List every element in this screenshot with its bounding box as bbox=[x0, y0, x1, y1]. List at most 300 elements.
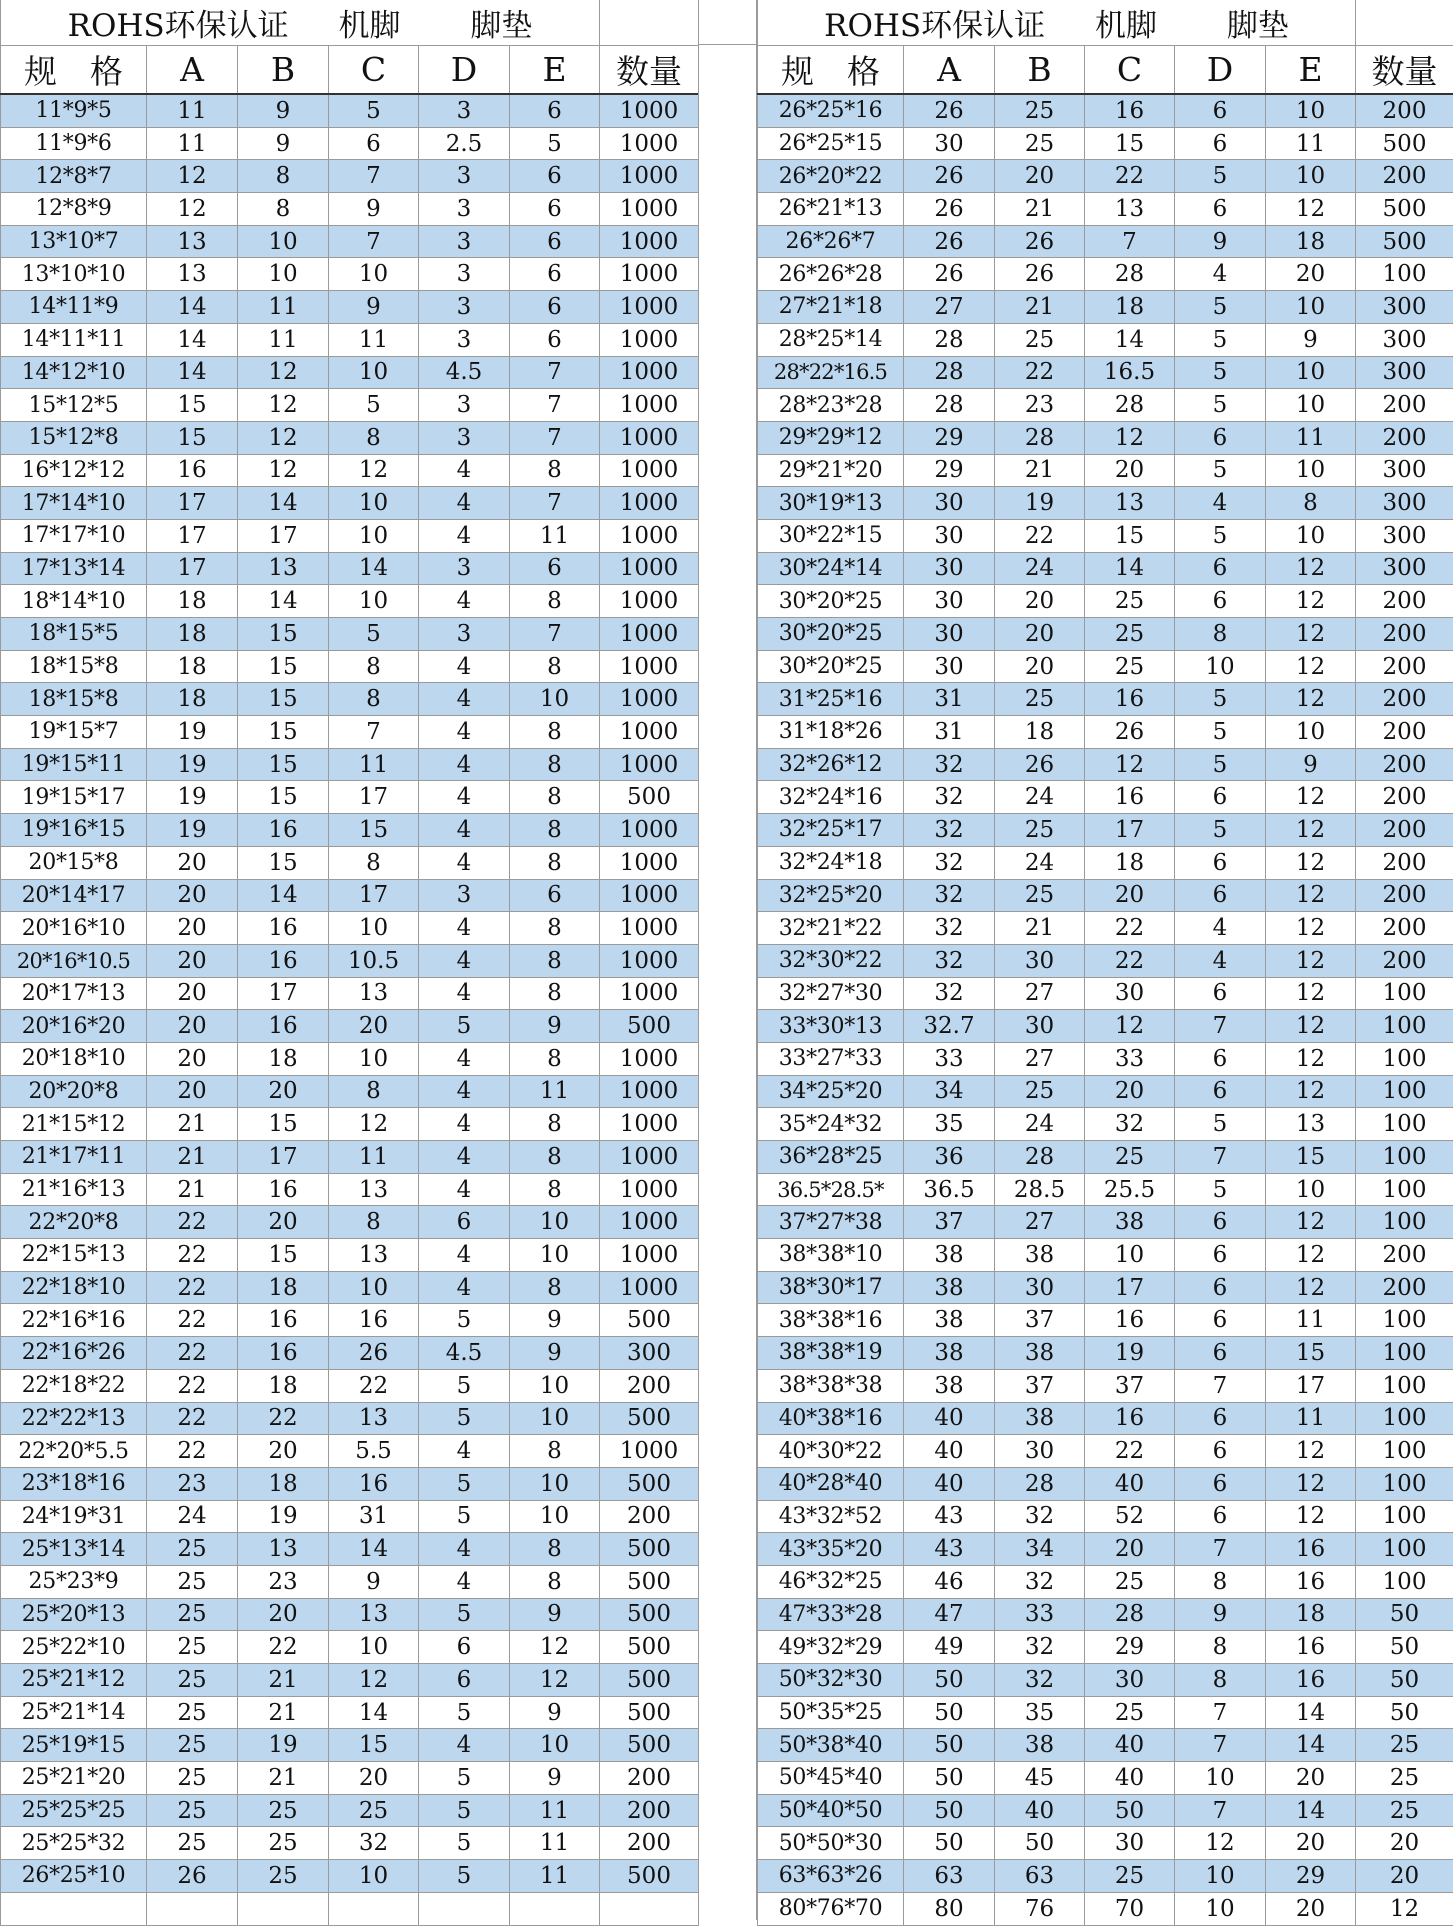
table-row bbox=[1, 650, 699, 683]
cell-spec: 80*76*70 bbox=[758, 1892, 904, 1925]
cell-b: 17 bbox=[238, 977, 329, 1010]
table-row bbox=[1, 618, 699, 651]
cell-c: 70 bbox=[1085, 1892, 1175, 1925]
cell-e: 12 bbox=[1266, 683, 1356, 716]
cell-a: 30 bbox=[904, 552, 995, 585]
cell-spec: 32*30*22 bbox=[758, 944, 904, 977]
cell-e: 12 bbox=[1266, 781, 1356, 814]
cell-a: 38 bbox=[904, 1337, 995, 1370]
cell-b: 22 bbox=[238, 1631, 329, 1664]
cell-b bbox=[238, 1892, 329, 1925]
cell-b: 33 bbox=[995, 1598, 1085, 1631]
cell-e: 12 bbox=[510, 1631, 600, 1664]
cell-d: 6 bbox=[1175, 879, 1266, 912]
table-row bbox=[1, 1762, 699, 1795]
cell-c: 16 bbox=[1085, 683, 1175, 716]
cell-c: 22 bbox=[1085, 944, 1175, 977]
cell-spec: 22*22*13 bbox=[1, 1402, 147, 1435]
cell-qty: 500 bbox=[600, 1304, 699, 1337]
cell-e: 6 bbox=[510, 879, 600, 912]
cell-a: 20 bbox=[147, 912, 238, 945]
table-row bbox=[1, 716, 699, 749]
cell-c: 10 bbox=[329, 258, 419, 291]
cell-a: 50 bbox=[904, 1762, 995, 1795]
table-row bbox=[758, 1206, 1453, 1239]
cell-spec: 22*20*5.5 bbox=[1, 1435, 147, 1468]
cell-a: 18 bbox=[147, 650, 238, 683]
cell-a: 50 bbox=[904, 1664, 995, 1697]
cell-a: 13 bbox=[147, 258, 238, 291]
table-row bbox=[1, 1794, 699, 1827]
cell-d: 8 bbox=[1175, 618, 1266, 651]
cell-e: 7 bbox=[510, 487, 600, 520]
table-row bbox=[758, 912, 1453, 945]
cell-c: 22 bbox=[1085, 912, 1175, 945]
cell-c: 19 bbox=[1085, 1337, 1175, 1370]
cell-c: 22 bbox=[329, 1369, 419, 1402]
table-row bbox=[758, 1892, 1453, 1925]
cell-d: 5 bbox=[419, 1696, 510, 1729]
table-row bbox=[758, 814, 1453, 847]
table-row bbox=[758, 1827, 1453, 1860]
cell-spec: 38*38*38 bbox=[758, 1369, 904, 1402]
cell-e: 12 bbox=[1266, 552, 1356, 585]
cell-d: 6 bbox=[1175, 1304, 1266, 1337]
cell-e: 11 bbox=[510, 519, 600, 552]
cell-e: 12 bbox=[1266, 1435, 1356, 1468]
cell-e: 12 bbox=[1266, 585, 1356, 618]
cell-e: 11 bbox=[510, 1860, 600, 1893]
cell-e: 8 bbox=[510, 781, 600, 814]
table-row bbox=[758, 1337, 1453, 1370]
cell-e: 9 bbox=[1266, 748, 1356, 781]
cell-spec: 28*23*28 bbox=[758, 389, 904, 422]
cell-qty: 300 bbox=[1356, 519, 1453, 552]
cell-b: 27 bbox=[995, 1042, 1085, 1075]
cell-spec: 18*15*8 bbox=[1, 683, 147, 716]
cell-d: 6 bbox=[1175, 1435, 1266, 1468]
cell-e: 12 bbox=[1266, 944, 1356, 977]
cell-c: 25 bbox=[1085, 1860, 1175, 1893]
cell-qty: 1000 bbox=[600, 585, 699, 618]
table-row bbox=[758, 291, 1453, 324]
cell-c: 9 bbox=[329, 193, 419, 226]
cell-a: 35 bbox=[904, 1108, 995, 1141]
cell-qty: 100 bbox=[1356, 1369, 1453, 1402]
cell-a: 26 bbox=[904, 94, 995, 127]
cell-d: 4 bbox=[1175, 944, 1266, 977]
cell-e: 6 bbox=[510, 225, 600, 258]
cell-qty: 1000 bbox=[600, 160, 699, 193]
table-row bbox=[1, 1827, 699, 1860]
table-body-right bbox=[758, 0, 1453, 1925]
table-row bbox=[1, 1664, 699, 1697]
cell-d: 6 bbox=[1175, 94, 1266, 127]
cell-b: 25 bbox=[995, 879, 1085, 912]
cell-e: 12 bbox=[1266, 879, 1356, 912]
cell-spec: 29*29*12 bbox=[758, 421, 904, 454]
cell-b: 38 bbox=[995, 1402, 1085, 1435]
cell-c: 20 bbox=[1085, 454, 1175, 487]
cell-b: 24 bbox=[995, 1108, 1085, 1141]
cell-d: 4 bbox=[1175, 258, 1266, 291]
cell-e: 6 bbox=[510, 193, 600, 226]
cell-qty: 100 bbox=[1356, 1206, 1453, 1239]
cell-d: 6 bbox=[1175, 781, 1266, 814]
cell-spec: 43*32*52 bbox=[758, 1500, 904, 1533]
cell-a: 22 bbox=[147, 1304, 238, 1337]
cell-spec: 28*22*16.5 bbox=[758, 356, 904, 389]
cell-e: 12 bbox=[1266, 1010, 1356, 1043]
cell-d: 6 bbox=[1175, 977, 1266, 1010]
cell-c bbox=[329, 1892, 419, 1925]
table-row bbox=[758, 1435, 1453, 1468]
cell-c: 52 bbox=[1085, 1500, 1175, 1533]
cell-a: 32 bbox=[904, 912, 995, 945]
cell-qty: 200 bbox=[1356, 585, 1453, 618]
cell-c: 14 bbox=[329, 1696, 419, 1729]
cell-qty: 500 bbox=[600, 1402, 699, 1435]
cell-spec: 20*18*10 bbox=[1, 1042, 147, 1075]
cell-a: 32 bbox=[904, 977, 995, 1010]
cell-d: 6 bbox=[1175, 127, 1266, 160]
cell-spec: 22*18*10 bbox=[1, 1271, 147, 1304]
cell-b: 21 bbox=[995, 912, 1085, 945]
cell-d: 6 bbox=[1175, 421, 1266, 454]
table-row bbox=[758, 552, 1453, 585]
cell-c: 16 bbox=[1085, 1402, 1175, 1435]
cell-qty: 500 bbox=[600, 1467, 699, 1500]
cell-e: 9 bbox=[510, 1304, 600, 1337]
cell-qty: 300 bbox=[1356, 356, 1453, 389]
cell-a: 17 bbox=[147, 519, 238, 552]
cell-c: 7 bbox=[1085, 225, 1175, 258]
cell-b: 25 bbox=[995, 1075, 1085, 1108]
cell-spec: 50*40*50 bbox=[758, 1794, 904, 1827]
cell-c: 17 bbox=[329, 781, 419, 814]
cell-spec: 26*26*7 bbox=[758, 225, 904, 258]
cell-qty: 1000 bbox=[600, 291, 699, 324]
cell-c: 16.5 bbox=[1085, 356, 1175, 389]
cell-qty: 200 bbox=[1356, 618, 1453, 651]
header-b: B bbox=[238, 46, 329, 95]
cell-d: 4 bbox=[419, 1435, 510, 1468]
cell-qty: 100 bbox=[1356, 1108, 1453, 1141]
cell-e: 6 bbox=[510, 94, 600, 127]
cell-spec: 29*21*20 bbox=[758, 454, 904, 487]
cell-e: 12 bbox=[1266, 1500, 1356, 1533]
cell-a: 21 bbox=[147, 1108, 238, 1141]
cell-d: 5 bbox=[1175, 1108, 1266, 1141]
cell-spec: 46*32*25 bbox=[758, 1565, 904, 1598]
cell-c: 18 bbox=[1085, 291, 1175, 324]
cell-b: 63 bbox=[995, 1860, 1085, 1893]
cell-e: 10 bbox=[1266, 716, 1356, 749]
cell-e: 12 bbox=[510, 1664, 600, 1697]
cell-e: 18 bbox=[1266, 1598, 1356, 1631]
cell-c: 5 bbox=[329, 94, 419, 127]
cell-e: 9 bbox=[1266, 323, 1356, 356]
cell-qty: 100 bbox=[1356, 1533, 1453, 1566]
cell-c: 10 bbox=[329, 1042, 419, 1075]
cell-d: 4 bbox=[419, 781, 510, 814]
cell-c: 10 bbox=[329, 1271, 419, 1304]
cell-c: 15 bbox=[329, 1729, 419, 1762]
cell-d: 7 bbox=[1175, 1010, 1266, 1043]
cell-qty: 200 bbox=[600, 1500, 699, 1533]
cell-c: 33 bbox=[1085, 1042, 1175, 1075]
cell-b: 16 bbox=[238, 912, 329, 945]
cell-b: 27 bbox=[995, 1206, 1085, 1239]
cell-e: 8 bbox=[510, 1042, 600, 1075]
cell-c: 5 bbox=[329, 618, 419, 651]
title-blank-cell bbox=[600, 0, 699, 46]
cell-d: 7 bbox=[1175, 1369, 1266, 1402]
cell-spec: 38*38*10 bbox=[758, 1239, 904, 1272]
cell-qty: 12 bbox=[1356, 1892, 1453, 1925]
cell-c: 18 bbox=[1085, 846, 1175, 879]
cell-d: 9 bbox=[1175, 1598, 1266, 1631]
cell-qty: 200 bbox=[600, 1827, 699, 1860]
cell-a: 28 bbox=[904, 356, 995, 389]
cell-b: 25 bbox=[995, 323, 1085, 356]
cell-spec: 36.5*28.5* bbox=[758, 1173, 904, 1206]
cell-b: 14 bbox=[238, 585, 329, 618]
cell-b: 17 bbox=[238, 519, 329, 552]
table-row bbox=[1, 1729, 699, 1762]
cell-a: 31 bbox=[904, 683, 995, 716]
cell-e: 10 bbox=[1266, 454, 1356, 487]
cell-c: 11 bbox=[329, 323, 419, 356]
table-row bbox=[1, 1892, 699, 1925]
table-row bbox=[1, 1206, 699, 1239]
cell-c: 28 bbox=[1085, 389, 1175, 422]
cell-c: 14 bbox=[1085, 552, 1175, 585]
cell-b: 13 bbox=[238, 552, 329, 585]
cell-d: 4 bbox=[419, 454, 510, 487]
cell-b: 34 bbox=[995, 1533, 1085, 1566]
cell-spec: 26*25*10 bbox=[1, 1860, 147, 1893]
cell-spec: 20*20*8 bbox=[1, 1075, 147, 1108]
cell-b: 24 bbox=[995, 781, 1085, 814]
cell-spec: 21*15*12 bbox=[1, 1108, 147, 1141]
cell-c: 40 bbox=[1085, 1762, 1175, 1795]
cell-spec: 13*10*7 bbox=[1, 225, 147, 258]
cell-spec: 17*17*10 bbox=[1, 519, 147, 552]
cell-e: 8 bbox=[510, 1271, 600, 1304]
table-row bbox=[1, 1075, 699, 1108]
cell-spec: 28*25*14 bbox=[758, 323, 904, 356]
cell-b: 20 bbox=[238, 1075, 329, 1108]
cell-spec: 25*21*14 bbox=[1, 1696, 147, 1729]
cell-qty: 1000 bbox=[600, 846, 699, 879]
cell-e: 12 bbox=[1266, 912, 1356, 945]
table-row bbox=[758, 650, 1453, 683]
cell-d: 12 bbox=[1175, 1827, 1266, 1860]
cell-a: 38 bbox=[904, 1239, 995, 1272]
cell-b: 21 bbox=[995, 193, 1085, 226]
cell-b: 22 bbox=[995, 519, 1085, 552]
header-spec: 规 格 bbox=[1, 46, 147, 95]
table-row bbox=[1, 944, 699, 977]
cell-qty: 500 bbox=[1356, 225, 1453, 258]
cell-a: 32 bbox=[904, 781, 995, 814]
cell-spec: 32*25*20 bbox=[758, 879, 904, 912]
cell-b: 32 bbox=[995, 1664, 1085, 1697]
header-a: A bbox=[904, 46, 995, 95]
cell-a: 50 bbox=[904, 1827, 995, 1860]
cell-d: 7 bbox=[1175, 1794, 1266, 1827]
cell-qty: 50 bbox=[1356, 1598, 1453, 1631]
cell-a: 15 bbox=[147, 389, 238, 422]
cell-e: 10 bbox=[1266, 519, 1356, 552]
cell-b: 16 bbox=[238, 1173, 329, 1206]
cell-c: 20 bbox=[1085, 879, 1175, 912]
cell-qty: 200 bbox=[1356, 716, 1453, 749]
cell-spec: 22*18*22 bbox=[1, 1369, 147, 1402]
cell-d: 4 bbox=[419, 1042, 510, 1075]
cell-spec: 20*15*8 bbox=[1, 846, 147, 879]
cell-e: 8 bbox=[510, 1108, 600, 1141]
table-row bbox=[758, 748, 1453, 781]
cell-d: 5 bbox=[1175, 323, 1266, 356]
cell-qty: 100 bbox=[1356, 1173, 1453, 1206]
cell-d: 4 bbox=[419, 487, 510, 520]
cell-d: 3 bbox=[419, 193, 510, 226]
cell-c: 13 bbox=[1085, 193, 1175, 226]
cell-b: 28 bbox=[995, 1141, 1085, 1174]
cell-c: 29 bbox=[1085, 1631, 1175, 1664]
cell-c: 17 bbox=[1085, 1271, 1175, 1304]
table-row bbox=[758, 127, 1453, 160]
cell-c: 8 bbox=[329, 683, 419, 716]
cell-qty: 1000 bbox=[600, 1141, 699, 1174]
cell-d: 5 bbox=[419, 1010, 510, 1043]
cell-c: 30 bbox=[1085, 1664, 1175, 1697]
table-row bbox=[758, 1696, 1453, 1729]
table-row bbox=[758, 1631, 1453, 1664]
cell-qty: 500 bbox=[600, 1565, 699, 1598]
cell-d: 5 bbox=[1175, 716, 1266, 749]
cell-qty: 200 bbox=[1356, 879, 1453, 912]
table-row bbox=[1, 1108, 699, 1141]
table-row bbox=[1, 1696, 699, 1729]
cell-d: 6 bbox=[1175, 1467, 1266, 1500]
cell-e: 10 bbox=[510, 1369, 600, 1402]
cell-spec: 25*21*12 bbox=[1, 1664, 147, 1697]
cell-qty: 200 bbox=[1356, 944, 1453, 977]
table-row bbox=[1, 1173, 699, 1206]
table-row bbox=[758, 1239, 1453, 1272]
table-row bbox=[1, 1860, 699, 1893]
cell-b: 38 bbox=[995, 1239, 1085, 1272]
cell-b: 22 bbox=[995, 356, 1085, 389]
cell-qty: 1000 bbox=[600, 748, 699, 781]
cell-d: 5 bbox=[419, 1860, 510, 1893]
cell-d: 5 bbox=[419, 1369, 510, 1402]
cell-spec: 40*30*22 bbox=[758, 1435, 904, 1468]
cell-d: 5 bbox=[419, 1467, 510, 1500]
cell-b: 21 bbox=[995, 291, 1085, 324]
table-row bbox=[1, 1271, 699, 1304]
cell-e: 5 bbox=[510, 127, 600, 160]
cell-d: 4 bbox=[1175, 487, 1266, 520]
cell-spec: 18*15*5 bbox=[1, 618, 147, 651]
cell-e: 12 bbox=[1266, 1271, 1356, 1304]
cell-spec: 20*16*10 bbox=[1, 912, 147, 945]
cell-a: 25 bbox=[147, 1827, 238, 1860]
table-row bbox=[1, 487, 699, 520]
cell-spec: 22*16*26 bbox=[1, 1337, 147, 1370]
cell-qty: 100 bbox=[1356, 1337, 1453, 1370]
cell-c: 7 bbox=[329, 225, 419, 258]
cell-b: 28.5 bbox=[995, 1173, 1085, 1206]
cell-qty: 1000 bbox=[600, 258, 699, 291]
cell-spec: 50*32*30 bbox=[758, 1664, 904, 1697]
cell-e: 12 bbox=[1266, 1042, 1356, 1075]
header-b: B bbox=[995, 46, 1085, 95]
table-row bbox=[1, 94, 699, 127]
cell-a: 28 bbox=[904, 323, 995, 356]
cell-e: 8 bbox=[510, 1141, 600, 1174]
cell-spec: 22*20*8 bbox=[1, 1206, 147, 1239]
cell-e: 12 bbox=[1266, 1467, 1356, 1500]
cell-d: 3 bbox=[419, 291, 510, 324]
cell-b: 25 bbox=[238, 1827, 329, 1860]
cell-a: 25 bbox=[147, 1729, 238, 1762]
cell-e: 10 bbox=[510, 1402, 600, 1435]
table-row bbox=[1, 1598, 699, 1631]
cell-d: 4 bbox=[419, 1108, 510, 1141]
cell-d: 4 bbox=[419, 1565, 510, 1598]
column-gap bbox=[698, 0, 757, 1920]
table-row bbox=[758, 781, 1453, 814]
title-row bbox=[758, 0, 1453, 46]
cell-qty: 1000 bbox=[600, 618, 699, 651]
table-row bbox=[1, 1631, 699, 1664]
cell-d: 5 bbox=[1175, 1173, 1266, 1206]
table-body-left bbox=[1, 0, 699, 1925]
cell-d: 6 bbox=[1175, 846, 1266, 879]
cell-d: 4 bbox=[419, 585, 510, 618]
cell-qty: 50 bbox=[1356, 1631, 1453, 1664]
cell-qty: 1000 bbox=[600, 650, 699, 683]
cell-b: 19 bbox=[995, 487, 1085, 520]
cell-d: 3 bbox=[419, 389, 510, 422]
cell-e: 11 bbox=[1266, 421, 1356, 454]
cell-spec: 47*33*28 bbox=[758, 1598, 904, 1631]
cell-e: 12 bbox=[1266, 650, 1356, 683]
table-row bbox=[1, 193, 699, 226]
table-row bbox=[1, 389, 699, 422]
cell-a: 22 bbox=[147, 1402, 238, 1435]
cell-qty: 200 bbox=[600, 1794, 699, 1827]
cell-c: 26 bbox=[329, 1337, 419, 1370]
cell-e: 8 bbox=[1266, 487, 1356, 520]
cell-c: 32 bbox=[329, 1827, 419, 1860]
cell-qty: 500 bbox=[600, 1598, 699, 1631]
cell-e: 16 bbox=[1266, 1631, 1356, 1664]
cell-qty: 1000 bbox=[600, 977, 699, 1010]
cell-b: 20 bbox=[238, 1435, 329, 1468]
cell-b: 30 bbox=[995, 1271, 1085, 1304]
cell-a: 50 bbox=[904, 1794, 995, 1827]
cell-qty: 1000 bbox=[600, 94, 699, 127]
cell-qty: 300 bbox=[1356, 291, 1453, 324]
cell-qty: 1000 bbox=[600, 127, 699, 160]
cell-c: 26 bbox=[1085, 716, 1175, 749]
cell-spec: 16*12*12 bbox=[1, 454, 147, 487]
